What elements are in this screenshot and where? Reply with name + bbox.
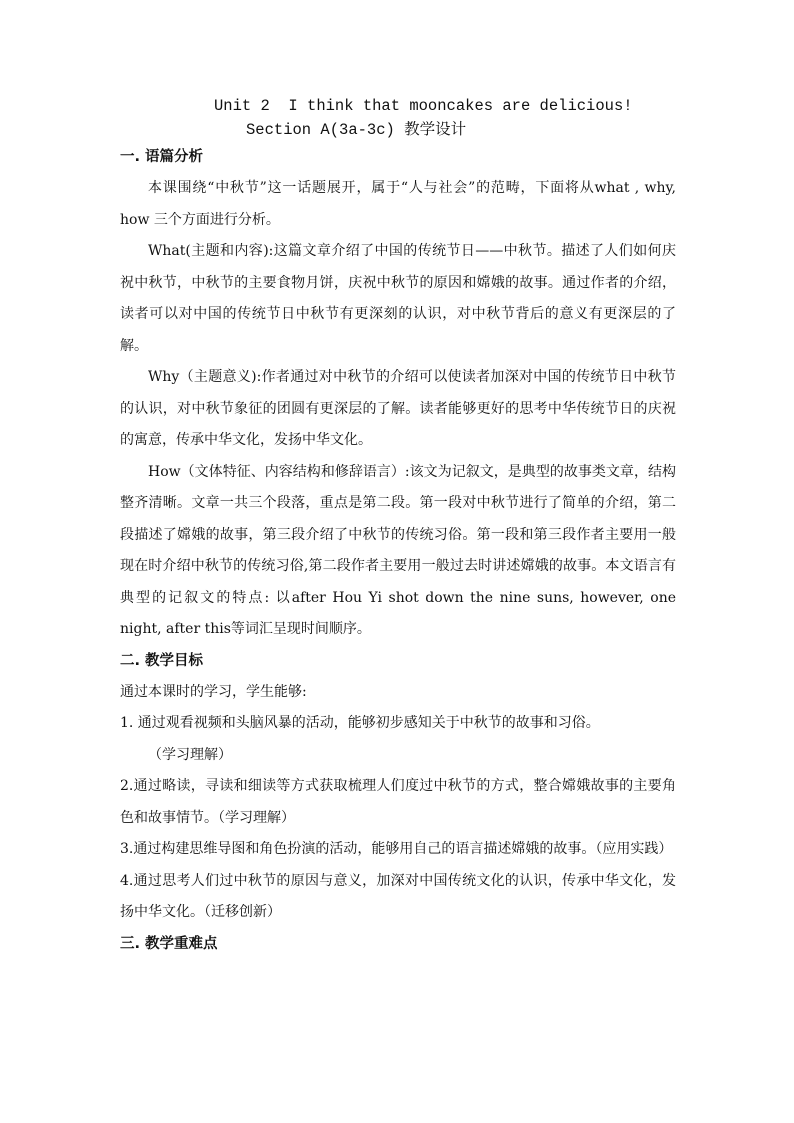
objective-1: 1. 通过观看视频和头脑风暴的活动，能够初步感知关于中秋节的故事和习俗。 xyxy=(120,715,600,731)
document-subtitle: Section A(3a-3c) 教学设计 xyxy=(246,121,467,139)
paragraph-what: What(主题和内容):这篇文章介绍了中国的传统节日——中秋节。描述了人们如何庆祝中秋节，中秋节的主要食物月饼，庆祝中秋节的原因和嫦娥的故事。通过作者的介绍，读者可以对中国的传统节日中秋节有更深刻的认识，对中秋节背后的意义有更深层的了解。 xyxy=(120,243,676,354)
objective-2: 2.通过略读，寻读和细读等方式获取梳理人们度过中秋节的方式，整合嫦娥故事的主要角色和故事情节。（学习理解） xyxy=(120,778,676,826)
document-title: Unit 2 I think that mooncakes are delicious! xyxy=(214,97,633,115)
objective-4: 4.通过思考人们过中秋节的原因与意义，加深对中国传统文化的认识，传承中华文化，发扬中华文化。（迁移创新） xyxy=(120,872,676,920)
objective-1-tag: （学习理解） xyxy=(148,746,232,763)
paragraph-overview: 本课围绕“中秋节”这一话题展开，属于“人与社会”的范畴，下面将从what , why, how 三个方面进行分析。 xyxy=(120,180,676,228)
objectives-intro: 通过本课时的学习，学生能够: xyxy=(120,683,307,700)
paragraph-how: How（文体特征、内容结构和修辞语言）:该文为记叙文，是典型的故事类文章，结构整齐清晰。文章一共三个段落，重点是第二段。第一段对中秋节进行了简单的介绍，第二段描述了嫦娥的故事，第三段介绍了中秋节的传统习俗。第一段和第三段作者主要用一般现在时介绍中秋节的传统习俗,第二段作者主要用一般过去时讲述嫦娥的故事。本文语言有典型的记叙文的特点: 以after Hou Yi shot down the nine suns, however, one night, after this等词汇呈现时间顺序。 xyxy=(120,463,676,637)
section-heading-teaching-objectives: 二. 教学目标 xyxy=(120,652,204,669)
document-page xyxy=(120,94,676,960)
paragraph-why: Why（主题意义):作者通过对中秋节的介绍可以使读者加深对中国的传统节日中秋节的认识，对中秋节象征的团圆有更深层的了解。读者能够更好的思考中华传统节日的庆祝的寓意，传承中华文化，发扬中华文化。 xyxy=(120,369,676,448)
section-heading-key-difficult-points: 三. 教学重难点 xyxy=(120,935,218,952)
objective-3: 3.通过构建思维导图和角色扮演的活动，能够用自己的语言描述嫦娥的故事。（应用实践） xyxy=(120,841,673,857)
section-heading-discourse-analysis: 一. 语篇分析 xyxy=(120,149,204,165)
